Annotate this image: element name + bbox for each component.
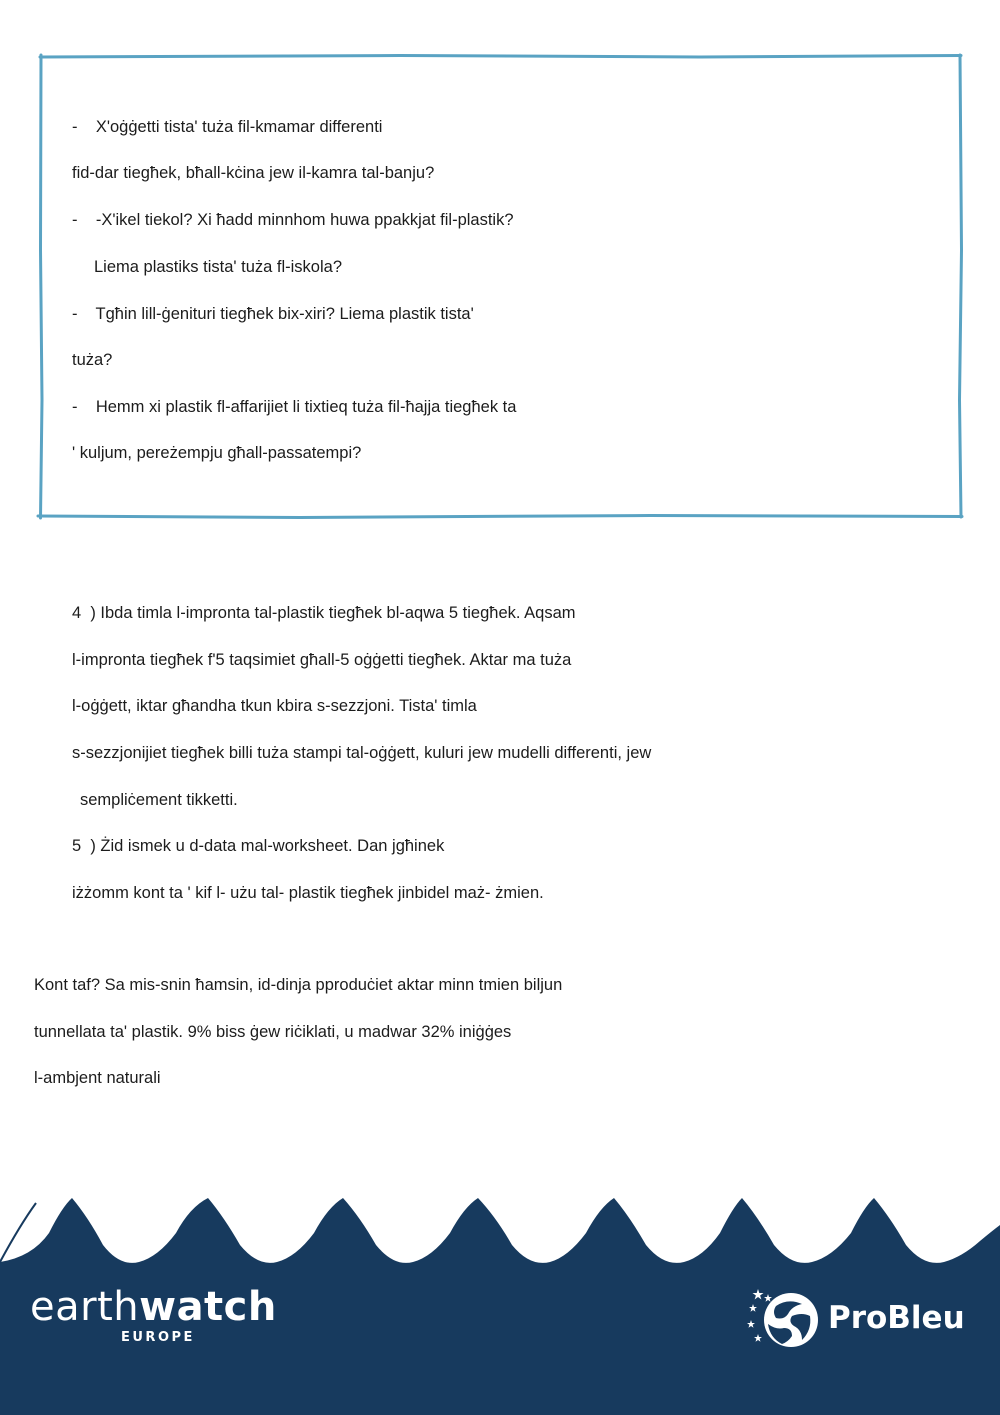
fact-line-3: l-ambjent naturali — [34, 1069, 161, 1087]
question-line-5: - Tgħin lill-ġenituri tiegħek bix-xiri? Liema plastik tista' — [72, 305, 474, 323]
instruction-line-6: 5 ) Żid ismek u d-data mal-worksheet. Dan jgħinek — [72, 837, 445, 855]
question-line-8: ' kuljum, pereżempju għall-passatempi? — [72, 444, 362, 462]
earthwatch-logo-bold: watch — [139, 1284, 277, 1330]
question-line-1: - X'oġġetti tista' tuża fil-kmamar differenti — [72, 118, 383, 136]
instruction-line-3: l-oġġett, iktar għandha tkun kbira s-sezzjoni. Tista' timla — [72, 697, 477, 715]
question-line-7: - Hemm xi plastik fl-affarijiet li tixtieq tuża fil-ħajja tiegħek ta — [72, 398, 517, 416]
instruction-line-7: iżżomm kont ta ' kif l- użu tal- plastik tiegħek jinbidel maż- żmien. — [72, 884, 544, 902]
instruction-line-4: s-sezzjonijiet tiegħek billi tuża stampi tal-oġġett, kuluri jew mudelli differenti, jew — [72, 744, 652, 762]
question-line-6: tuża? — [72, 351, 113, 369]
instruction-line-5: sempliċement tikketti. — [80, 791, 238, 809]
instruction-line-1: 4 ) Ibda timla l-impronta tal-plastik tiegħek bl-aqwa 5 tiegħek. Aqsam — [72, 604, 576, 622]
question-line-3: - -X'ikel tiekol? Xi ħadd minnhom huwa ppakkjat fil-plastik? — [72, 211, 514, 229]
earthwatch-logo-europe: EUROPE — [121, 1330, 195, 1345]
question-line-2: fid-dar tiegħek, bħall-kċina jew il-kamra tal-banju? — [72, 164, 435, 182]
instruction-line-2: l-impronta tiegħek f'5 taqsimiet għall-5 oġġetti tiegħek. Aktar ma tuża — [72, 651, 572, 669]
probleu-logo-icon — [746, 1286, 822, 1352]
question-line-4: Liema plastiks tista' tuża fl-iskola? — [94, 258, 342, 276]
earthwatch-logo-light: earth — [30, 1284, 140, 1330]
fact-line-2: tunnellata ta' plastik. 9% biss ġew riċiklati, u madwar 32% iniġġes — [34, 1023, 512, 1041]
earthwatch-logo — [30, 1284, 277, 1330]
probleu-logo-text: ProBleu — [828, 1300, 965, 1336]
fact-line-1: Kont taf? Sa mis-snin ħamsin, id-dinja pproduċiet aktar minn tmien biljun — [34, 976, 563, 994]
